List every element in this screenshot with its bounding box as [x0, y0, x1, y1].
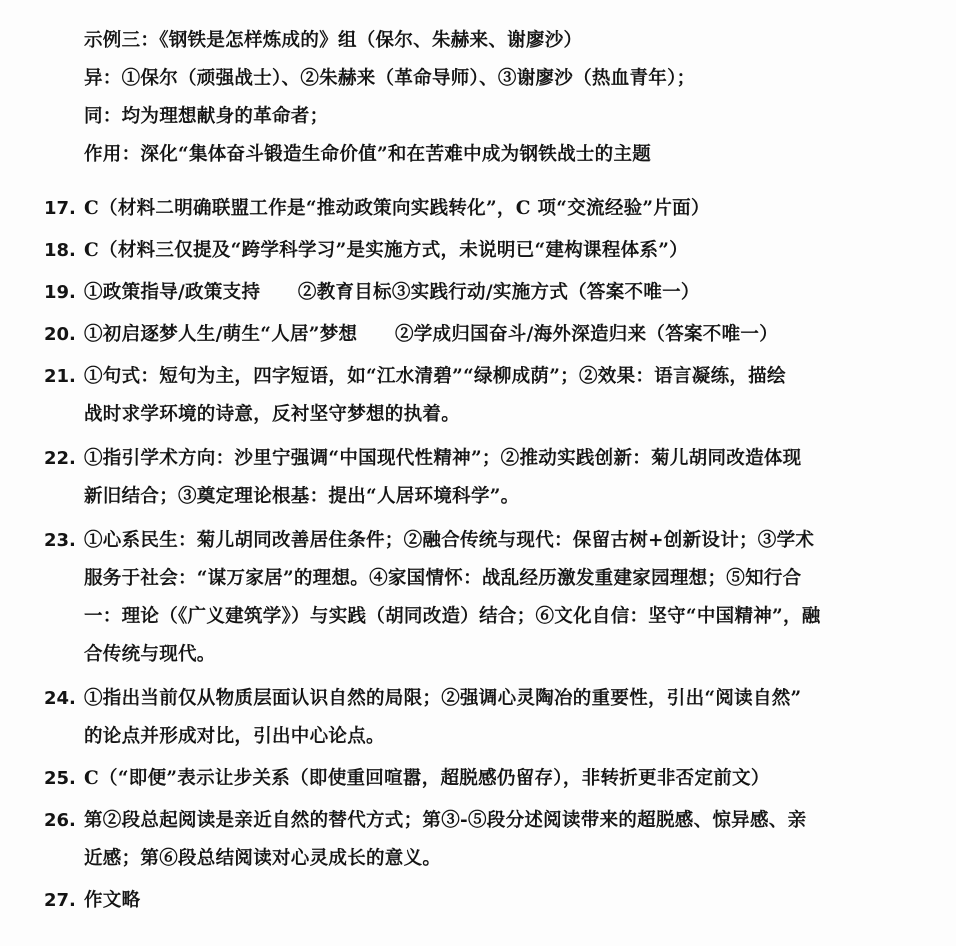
answer-text	[84, 802, 924, 878]
answer-line: 一：理论（《广义建筑学》）与实践（胡同改造）结合；⑥文化自信：坚守“中国精神”，融	[84, 606, 821, 627]
answer-text	[84, 274, 924, 312]
answer-line: ①句式：短句为主，四字短语，如“江水清碧”“绿柳成荫”；②效果：语言凝练，描绘	[84, 366, 786, 387]
answer-text	[84, 316, 924, 354]
function-line: 作用：深化“集体奋斗锻造生命价值”和在苦难中成为钢铁战士的主题	[84, 144, 652, 165]
answer-number: 21.	[44, 366, 76, 387]
answer-line: ①初启逐梦人生/萌生“人居”梦想 ②学成归国奋斗/海外深造归来（答案不唯一）	[84, 324, 778, 345]
example-three-section	[84, 22, 934, 174]
answer-line: 近感；第⑥段总结阅读对心灵成长的意义。	[84, 848, 442, 869]
answer-line: C（“即便”表示让步关系（即使重回喧嚣，超脱感仍留存），非转折更非否定前文）	[84, 768, 770, 789]
answer-number: 24.	[44, 688, 76, 709]
example-title: 示例三：《钢铁是怎样炼成的》组（保尔、朱赫来、谢廖沙）	[84, 30, 583, 51]
answer-line: ①心系民生：菊儿胡同改善居住条件；②融合传统与现代：保留古树+创新设计；③学术	[84, 530, 815, 551]
answer-line: 作文略	[84, 890, 141, 911]
answer-text	[84, 358, 924, 434]
answer-number: 27.	[44, 890, 76, 911]
answer-number: 23.	[44, 530, 76, 551]
answer-number: 18.	[44, 240, 76, 261]
answer-line: 新旧结合；③奠定理论根基：提出“人居环境科学”。	[84, 486, 520, 507]
answer-line: ①指出当前仅从物质层面认识自然的局限；②强调心灵陶冶的重要性，引出“阅读自然”	[84, 688, 802, 709]
answer-text	[84, 882, 924, 920]
answer-21	[44, 358, 924, 434]
answer-text	[84, 232, 924, 270]
answer-18	[44, 232, 924, 270]
answer-25	[44, 760, 924, 798]
answer-line: C（材料二明确联盟工作是“推动政策向实践转化”，C 项“交流经验”片面）	[84, 198, 710, 219]
difference-line: 异：①保尔（顽强战士）、②朱赫来（革命导师）、③谢廖沙（热血青年）；	[84, 68, 696, 89]
answer-line: 战时求学环境的诗意，反衬坚守梦想的执着。	[84, 404, 461, 425]
answer-20	[44, 316, 924, 354]
answer-24	[44, 680, 924, 756]
answer-23	[44, 522, 924, 674]
answer-17	[44, 190, 924, 228]
answer-line: 的论点并形成对比，引出中心论点。	[84, 726, 385, 747]
answer-26	[44, 802, 924, 878]
answer-22	[44, 440, 924, 516]
answer-number: 22.	[44, 448, 76, 469]
answer-number: 26.	[44, 810, 76, 831]
answer-19	[44, 274, 924, 312]
answer-text	[84, 440, 924, 516]
answer-list	[44, 190, 924, 920]
answer-line: C（材料三仅提及“跨学科学习”是实施方式，未说明已“建构课程体系”）	[84, 240, 688, 261]
answer-line: 合传统与现代。	[84, 644, 216, 665]
answer-number: 19.	[44, 282, 76, 303]
answer-number: 20.	[44, 324, 76, 345]
answer-line: ①政策指导/政策支持 ②教育目标③实践行动/实施方式（答案不唯一）	[84, 282, 700, 303]
answer-line: 服务于社会：“谋万家居”的理想。④家国情怀：战乱经历激发重建家园理想；⑤知行合	[84, 568, 802, 589]
answer-line: 第②段总起阅读是亲近自然的替代方式；第③-⑤段分述阅读带来的超脱感、惊异感、亲	[84, 810, 807, 831]
answer-number: 25.	[44, 768, 76, 789]
answer-27	[44, 882, 924, 920]
answer-text	[84, 522, 924, 674]
answer-text	[84, 760, 924, 798]
answer-line: ①指引学术方向：沙里宁强调“中国现代性精神”；②推动实践创新：菊儿胡同改造体现	[84, 448, 802, 469]
similarity-line: 同：均为理想献身的革命者；	[84, 106, 329, 127]
answer-text	[84, 190, 924, 228]
answer-number: 17.	[44, 198, 76, 219]
answer-text	[84, 680, 924, 756]
